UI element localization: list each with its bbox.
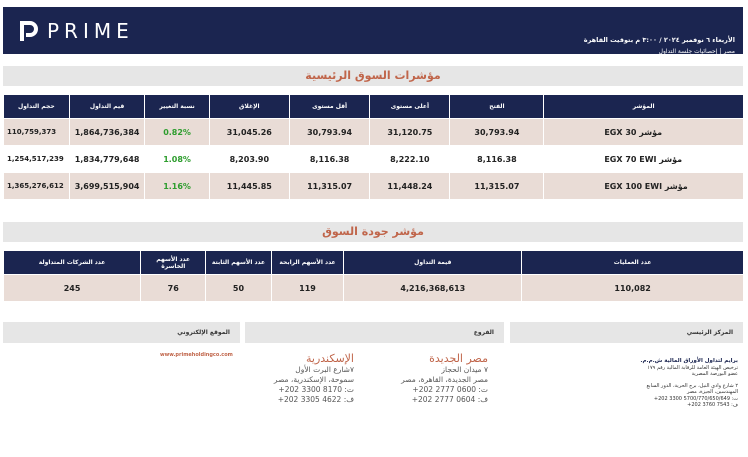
close-cell: 11,445.85 xyxy=(210,173,289,199)
high-cell: 8,222.10 xyxy=(370,146,449,172)
hq-line: ترخيص الهيئة العامة للرقابة المالية رقم ١٧٩ xyxy=(647,364,738,371)
table-row xyxy=(4,275,743,301)
col-trade-value: قيمة التداول xyxy=(344,251,521,274)
unchanged-cell: 50 xyxy=(206,275,270,301)
losers-cell: 76 xyxy=(141,275,205,301)
indices-section-title: مؤشرات السوق الرئيسية xyxy=(3,66,743,86)
quality-table xyxy=(3,250,744,302)
high-cell: 11,448.24 xyxy=(370,173,449,199)
branch-address-line: مصر الجديدة، القاهرة، مصر xyxy=(401,375,488,384)
branch-address-line: ٧شارع البرت الأول xyxy=(295,365,354,374)
website-label: الموقع الإلكتروني xyxy=(3,322,240,343)
branches-label: الفروع xyxy=(245,322,504,343)
indices-table xyxy=(3,94,744,200)
hq-line: عضو البورصة المصرية xyxy=(691,371,738,377)
hq-line: المهندسين، الجيزة، مصر xyxy=(687,389,738,395)
col-low: أقل مستوى xyxy=(290,95,369,118)
change-cell: 1.08% xyxy=(145,146,208,172)
branch-heliopolis xyxy=(390,352,488,405)
prime-logo-icon xyxy=(17,19,41,43)
hq-fax: ف: 7543 3760 202+ xyxy=(687,402,738,408)
col-index: المؤشر xyxy=(544,95,743,118)
volume-cell: 110,759,373 xyxy=(4,119,69,145)
hq-line: ٢ شارع وادي النيل، برج الحرية، الدور السابع xyxy=(646,382,738,389)
value-cell: 3,699,515,904 xyxy=(70,173,145,199)
branch-alexandria xyxy=(258,352,354,405)
col-losers: عدد الأسهم الخاسرة xyxy=(141,251,205,274)
low-cell: 8,116.38 xyxy=(290,146,369,172)
col-unchanged: عدد الأسهم الثابتة xyxy=(206,251,270,274)
open-cell: 11,315.07 xyxy=(450,173,543,199)
col-volume: حجم التداول xyxy=(4,95,69,118)
index-name-cell: مؤشر EGX 70 EWI xyxy=(544,146,743,172)
low-cell: 30,793.94 xyxy=(290,119,369,145)
website-link[interactable]: www.primeholdingco.com xyxy=(160,352,233,358)
branch-address-line: سموحة، الإسكندرية، مصر xyxy=(273,375,354,384)
col-open: الفتح xyxy=(450,95,543,118)
close-cell: 8,203.90 xyxy=(210,146,289,172)
value-cell: 1,864,736,384 xyxy=(70,119,145,145)
transactions-cell: 110,082 xyxy=(522,275,743,301)
hq-label: المركز الرئيسي xyxy=(510,322,743,343)
col-change: نسبة التغيير xyxy=(145,95,208,118)
trade-value-cell: 4,216,368,613 xyxy=(344,275,521,301)
report-subtitle: مصر | إحصائيات جلسة التداول xyxy=(658,48,735,55)
index-name-cell: مؤشر EGX 30 xyxy=(544,119,743,145)
branch-address-line: ٧ ميدان الحجاز xyxy=(441,365,488,374)
volume-cell: 1,365,276,612 xyxy=(4,173,69,199)
col-gainers: عدد الأسهم الرابحة xyxy=(272,251,344,274)
branch-fax: ف: 0604 2777 202+ xyxy=(411,395,488,404)
indices-header-row xyxy=(4,95,743,118)
hq-company-name: برايم لتداول الأوراق المالية ش.م.م. xyxy=(640,358,738,364)
col-value: قيم التداول xyxy=(70,95,145,118)
value-cell: 1,834,779,648 xyxy=(70,146,145,172)
index-name-cell: مؤشر EGX 100 EWI xyxy=(544,173,743,199)
traded-companies-cell: 245 xyxy=(4,275,140,301)
branch-city: الإسكندرية xyxy=(306,352,354,365)
open-cell: 8,116.38 xyxy=(450,146,543,172)
col-close: الإغلاق xyxy=(210,95,289,118)
branch-phone: ت: 8170 3300 202+ xyxy=(278,385,354,394)
hq-phone: ت: 5700/770/650/649 3300 202+ xyxy=(653,395,738,402)
branch-city: مصر الجديدة xyxy=(429,352,488,365)
open-cell: 30,793.94 xyxy=(450,119,543,145)
low-cell: 11,315.07 xyxy=(290,173,369,199)
change-cell: 1.16% xyxy=(145,173,208,199)
table-row xyxy=(4,119,743,145)
report-header xyxy=(3,7,743,54)
col-transactions: عدد العمليات xyxy=(522,251,743,274)
quality-section-title: مؤشر جودة السوق xyxy=(3,222,743,242)
table-row xyxy=(4,146,743,172)
close-cell: 31,045.26 xyxy=(210,119,289,145)
logo-text: PRIME xyxy=(47,19,134,43)
col-traded-companies: عدد الشركات المتداولة xyxy=(4,251,140,274)
col-high: أعلى مستوى xyxy=(370,95,449,118)
high-cell: 31,120.75 xyxy=(370,119,449,145)
branch-fax: ف: 4622 3305 202+ xyxy=(277,395,354,404)
branch-phone: ت: 0600 2777 202+ xyxy=(412,385,488,394)
report-date: الأربعاء ٦ نوفمبر ٢٠٢٤ / ٣:٠٠ م بتوقيت القاهرة xyxy=(583,36,735,44)
hq-address xyxy=(612,358,738,409)
volume-cell: 1,254,517,239 xyxy=(4,146,69,172)
gainers-cell: 119 xyxy=(272,275,344,301)
quality-header-row xyxy=(4,251,743,274)
change-cell: 0.82% xyxy=(145,119,208,145)
table-row xyxy=(4,173,743,199)
